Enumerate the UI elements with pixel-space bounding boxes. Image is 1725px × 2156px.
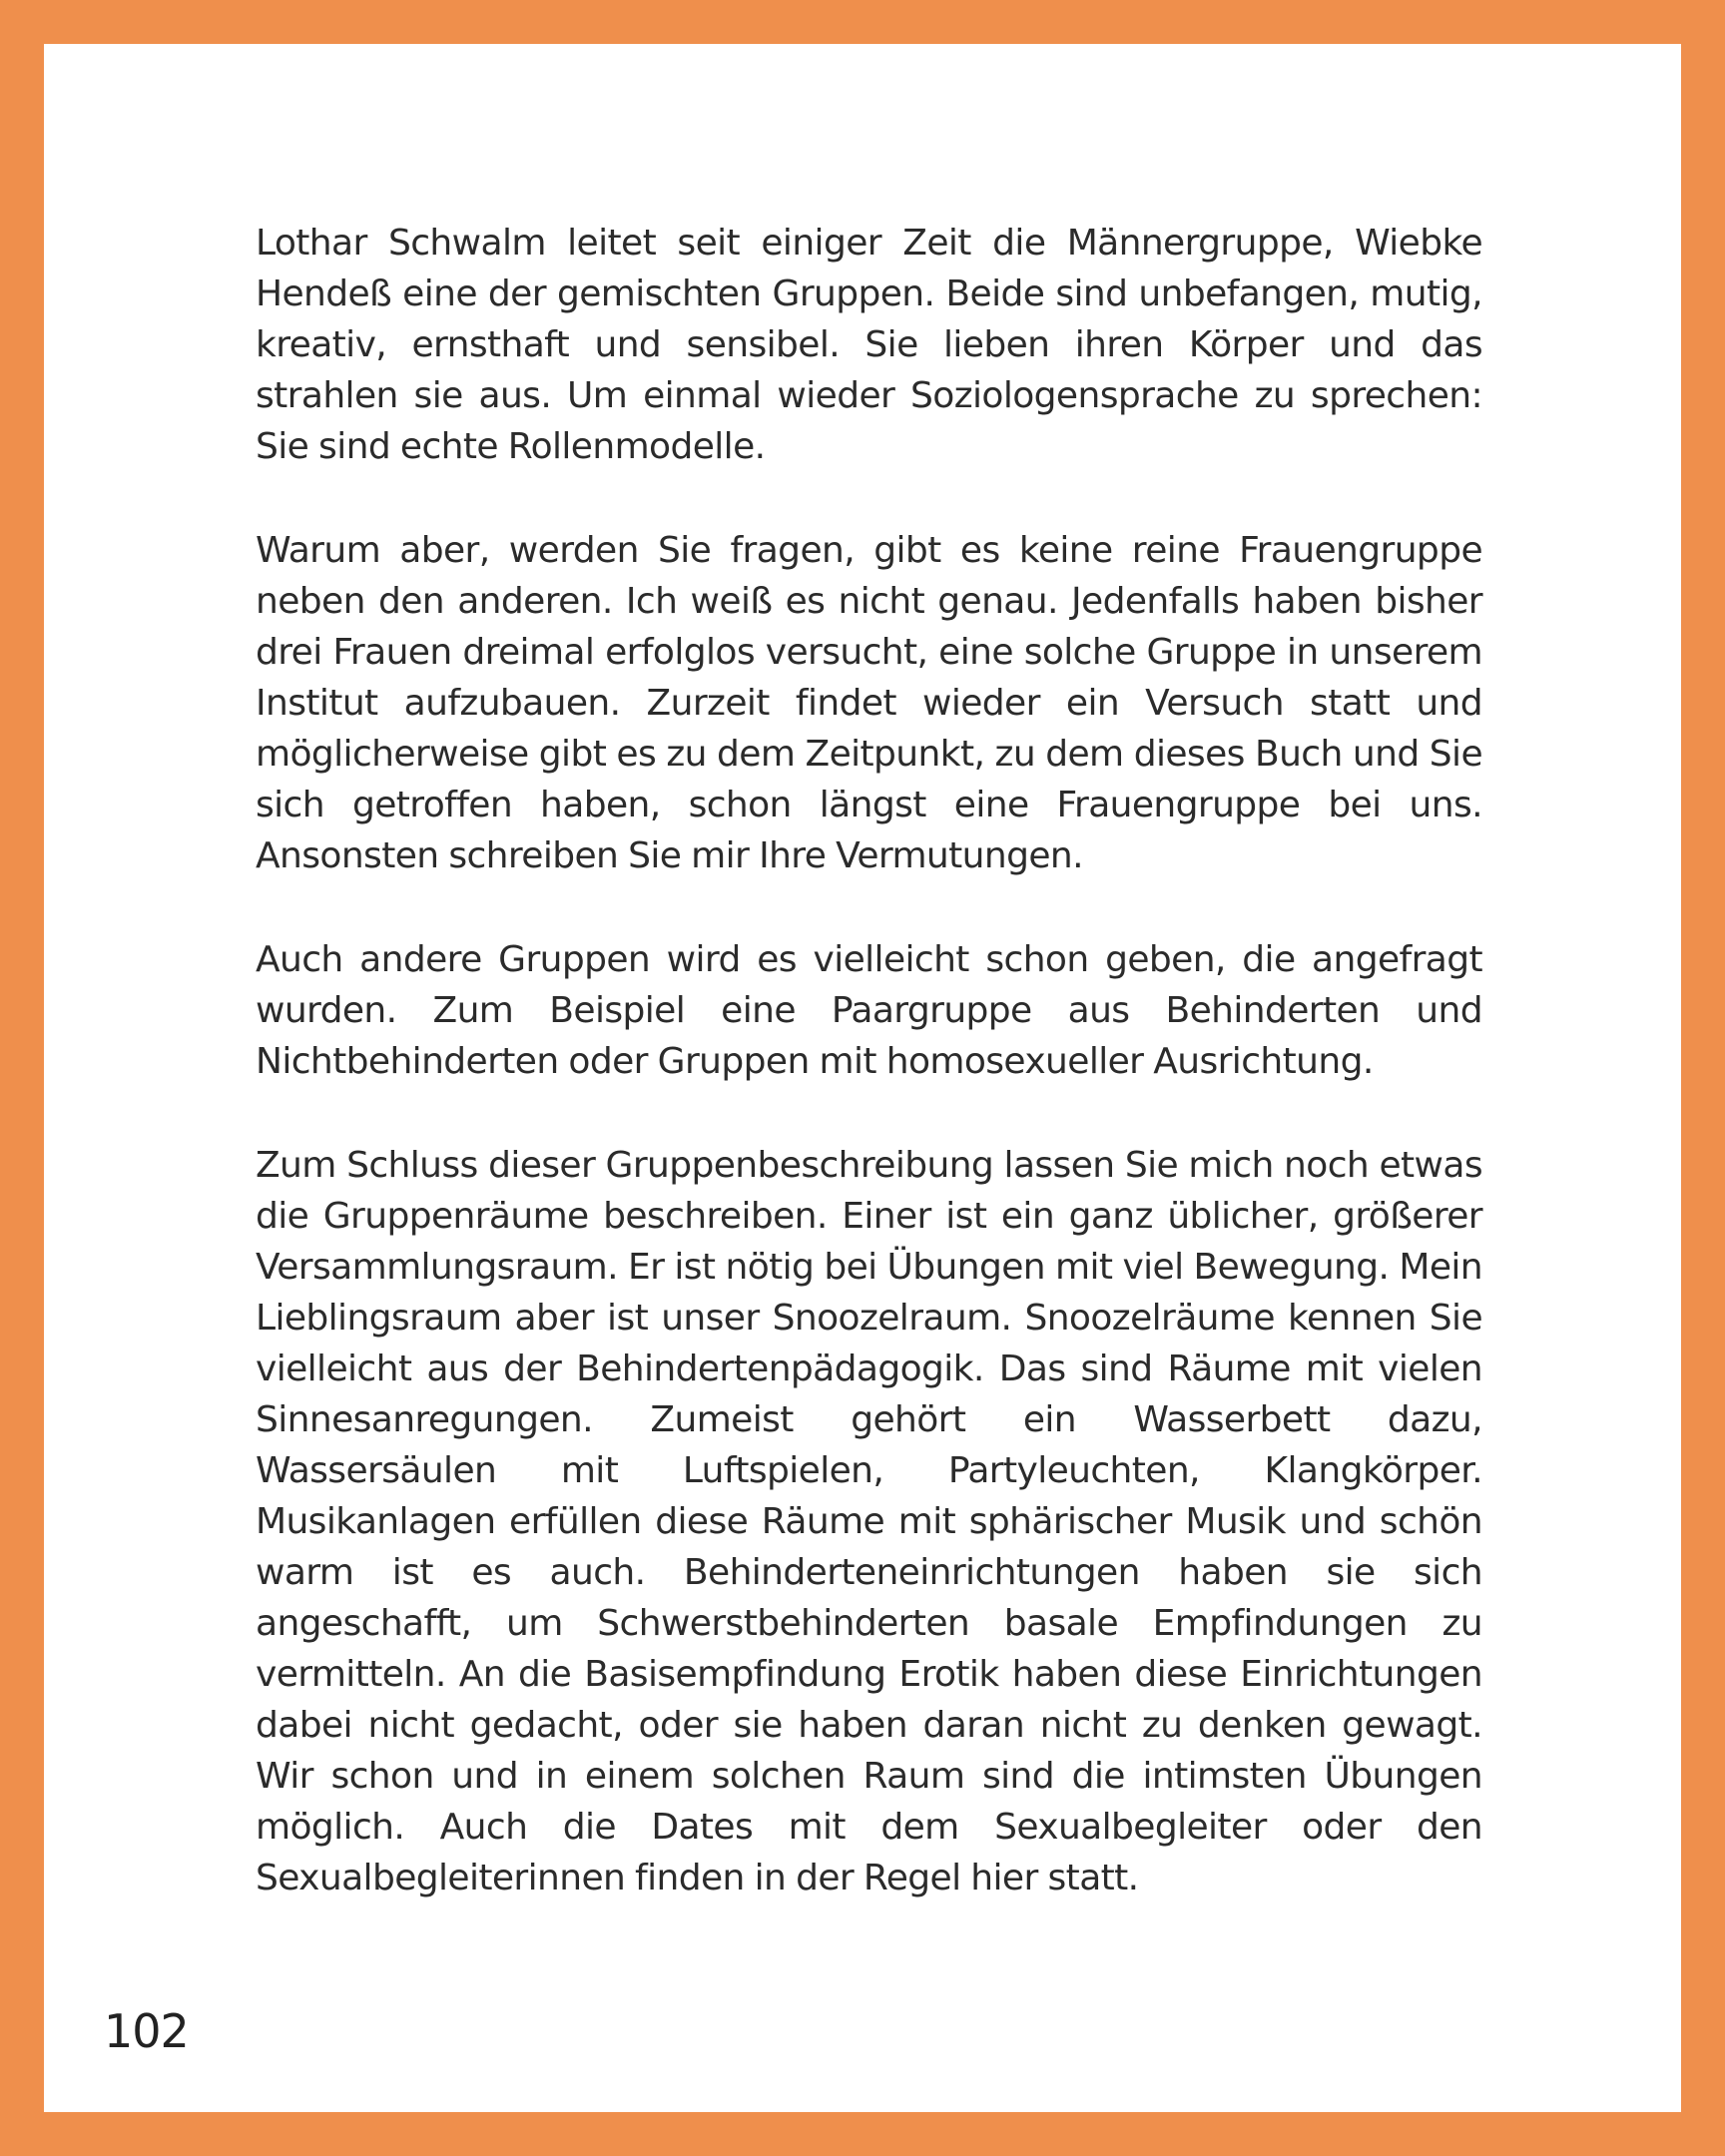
paragraph-1: Lothar Schwalm leitet seit einiger Zeit die Männergruppe, Wiebke Hendeß eine der gemischten Gruppen. Beide sind unbefangen, mutig, kreativ, ernsthaft und sensibel. Sie lieben ihren Körper und das strahlen sie aus. Um einmal wieder Soziologensprache zu sprechen: Sie sind echte Rollenmodelle. xyxy=(256,223,1482,467)
page-number: 102 xyxy=(104,2004,189,2058)
book-page xyxy=(44,44,1681,2112)
paragraph-3: Auch andere Gruppen wird es vielleicht schon geben, die angefragt wurden. Zum Beispiel eine Paargruppe aus Behinderten und Nichtbehinderten oder Gruppen mit homosexueller Ausrichtung. xyxy=(256,939,1482,1082)
body-text xyxy=(256,218,1482,1956)
paragraph-2: Warum aber, werden Sie fragen, gibt es keine reine Frauengruppe neben den anderen. Ich weiß es nicht genau. Jedenfalls haben bisher drei Frauen dreimal erfolglos versucht, eine solche Gruppe in unserem Institut aufzubauen. Zurzeit findet wieder ein Versuch statt und möglicherweise gibt es zu dem Zeitpunkt, zu dem dieses Buch und Sie sich getroffen haben, schon längst eine Frauengruppe bei uns. Ansonsten schreiben Sie mir Ihre Vermutungen. xyxy=(256,530,1482,876)
paragraph-4: Zum Schluss dieser Gruppenbeschreibung lassen Sie mich noch etwas die Gruppenräume beschreiben. Einer ist ein ganz üblicher, größerer Versammlungsraum. Er ist nötig bei Übungen mit viel Bewegung. Mein Lieblingsraum aber ist unser Snoozelraum. Snoozelräume kennen Sie vielleicht aus der Behindertenpädagogik. Das sind Räume mit vielen Sinnesanregungen. Zumeist gehört ein Wasserbett dazu, Wassersäulen mit Luftspielen, Partyleuchten, Klangkörper. Musikanlagen erfüllen diese Räume mit sphärischer Musik und schön warm ist es auch. Behinderteneinrichtungen haben sie sich angeschafft, um Schwerstbehinderten basale Empfindungen zu vermitteln. An die Basisempfindung Erotik haben diese Einrichtungen dabei nicht gedacht, oder sie haben daran nicht zu denken gewagt. Wir schon und in einem solchen Raum sind die intimsten Übungen möglich. Auch die Dates mit dem Sexualbegleiter oder den Sexualbegleiterinnen finden in der Regel hier statt. xyxy=(256,1145,1482,1898)
